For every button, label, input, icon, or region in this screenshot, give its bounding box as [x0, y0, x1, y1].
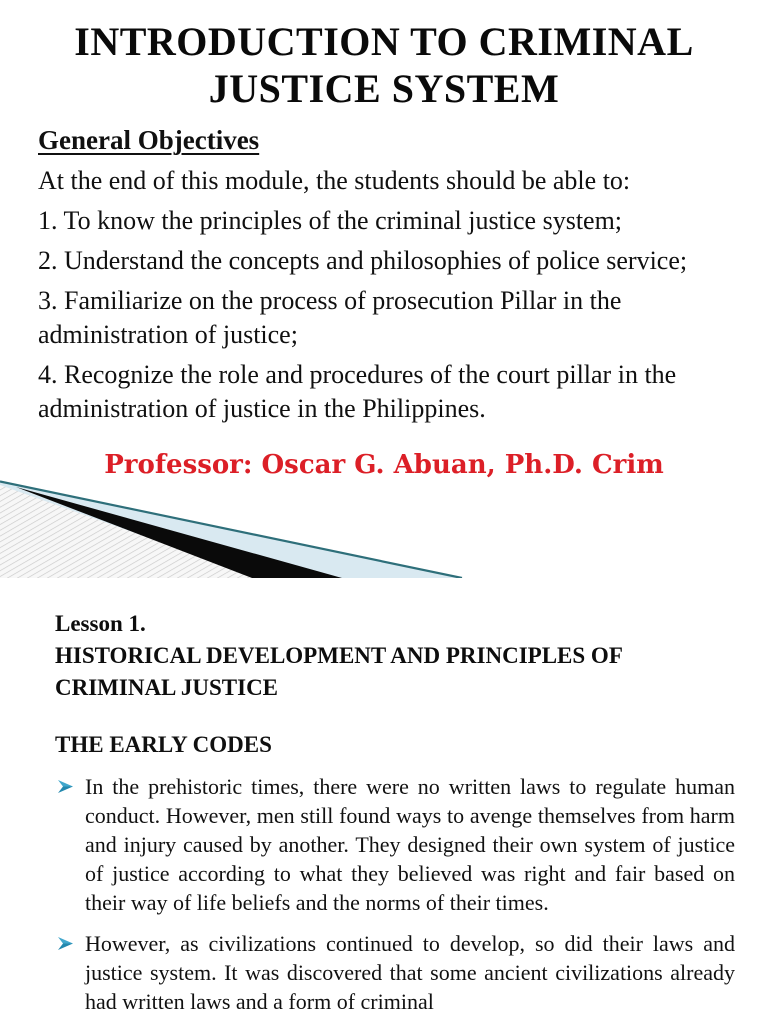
professor-credit-text: Professor: Oscar G. Abuan, Ph.D. Crim — [104, 450, 664, 480]
list-item — [55, 929, 735, 1016]
objective-item-4: 4. Recognize the role and procedures of the court pillar in the administration of justice in the Philippines. — [38, 360, 677, 423]
objectives-intro-text: At the end of this module, the students should be able to: — [38, 166, 631, 195]
slide-title — [0, 18, 768, 112]
objective-item-1: 1. To know the principles of the criminal justice system; — [38, 206, 623, 235]
objective-item-3: 3. Familiarize on the process of prosecution Pillar in the administration of justice; — [38, 286, 622, 349]
list-item — [55, 772, 735, 917]
bullet-arrow-icon — [55, 929, 85, 956]
slide-title-line-2: JUSTICE SYSTEM — [208, 66, 560, 111]
lesson-title-line-1: HISTORICAL DEVELOPMENT AND PRINCIPLES OF — [55, 643, 623, 668]
bullet-paragraph: In the prehistoric times, there were no written laws to regulate human conduct. However, men still found ways to avenge themselves from harm and injury caused by another. They designed their own system of justice of justice according to what they believed was right and fair based on their way of life beliefs and the norms of their times. — [85, 774, 735, 915]
early-codes-heading: THE EARLY CODES — [55, 732, 272, 757]
bullet-paragraph: However, as civilizations continued to develop, so did their laws and justice system. It was discovered that some ancient civilizations already had written laws and a form of criminal — [85, 931, 735, 1014]
slide-accent-swoosh — [0, 478, 768, 578]
lesson-number-heading: Lesson 1. — [55, 611, 146, 636]
bullet-arrow-icon — [55, 772, 85, 799]
slide-2 — [0, 578, 768, 1024]
slide-title-line-1: INTRODUCTION TO CRIMINAL — [74, 19, 694, 64]
general-objectives-heading: General Objectives — [38, 125, 260, 155]
objective-item-2: 2. Understand the concepts and philosophies of police service; — [38, 246, 688, 275]
lesson-title-line-2: CRIMINAL JUSTICE — [55, 675, 279, 700]
